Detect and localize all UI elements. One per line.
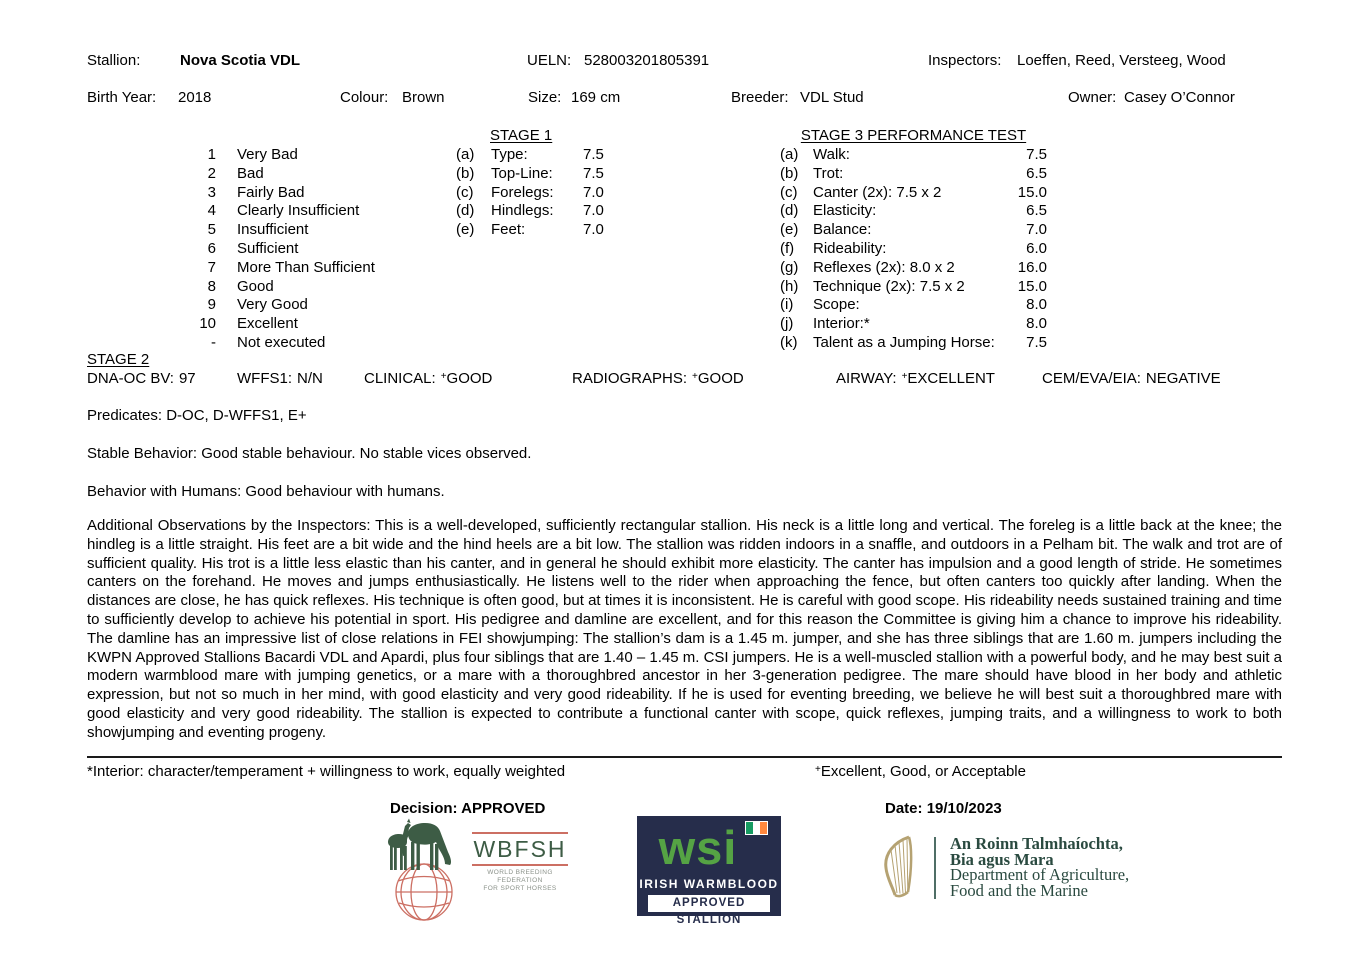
wsi-approved-badge: APPROVED STALLION (648, 895, 770, 912)
wsi-logo (637, 816, 781, 926)
scale-item: 4 Clearly Insufficient (207, 202, 360, 220)
stage3-row: (d) Elasticity: 6.5 (780, 202, 1047, 220)
footnote-divider (87, 756, 1282, 758)
agriculture-english-name: Food and the Marine (950, 880, 1088, 900)
harp-icon (878, 835, 922, 901)
decision-value: APPROVED (461, 800, 546, 817)
scale-item: - Not executed (211, 333, 326, 351)
stallion-name: Nova Scotia VDL (180, 52, 301, 69)
stage3-row: (f) Rideability: 6.0 (780, 239, 1047, 257)
stage2-title: STAGE 2 (87, 351, 150, 368)
stage3-row: (j) Interior:* 8.0 (780, 315, 1047, 333)
stage2-item: CEM/EVA/EIA: NEGATIVE (1042, 370, 1221, 387)
stage1-section (456, 127, 656, 240)
wbfsh-rule-bottom (472, 864, 568, 866)
scale-item: 5 Insufficient (207, 221, 309, 239)
wbfsh-subtitle: FOR SPORT HORSES (483, 885, 557, 892)
stage2-item: WFFS1: N/N (237, 370, 323, 387)
decision-line: Decision: APPROVED (390, 800, 546, 817)
stable-behavior-line: Stable Behavior: Good stable behaviour. No stable vices observed. (87, 445, 532, 462)
colour-label: Colour: (340, 89, 389, 106)
stage3-title: STAGE 3 PERFORMANCE TEST (800, 127, 1027, 144)
owner-value: Casey O’Connor (1124, 89, 1235, 106)
agriculture-irish-name: Bia agus Mara (950, 849, 1054, 869)
predicates-line: Predicates: D-OC, D-WFFS1, E+ (87, 407, 307, 424)
stage3-row: (e) Balance: 7.0 (780, 221, 1047, 239)
wbfsh-wordmark: WBFSH (473, 836, 567, 862)
colour-value: Brown (402, 89, 445, 106)
scale-item: 2 Bad (207, 164, 264, 182)
breeder-value: VDL Stud (800, 89, 864, 106)
wsi-title: IRISH WARMBLOOD (639, 877, 779, 891)
stallion-label: Stallion: (87, 52, 141, 69)
wbfsh-logo (378, 818, 570, 922)
stage3-row: (g) Reflexes (2x): 8.0 x 2 16.0 (780, 258, 1047, 276)
size-value: 169 cm (571, 89, 621, 106)
wsi-wordmark: wsi (658, 821, 738, 874)
agriculture-irish-name: An Roinn Talmhaíochta, (950, 834, 1123, 853)
stage3-row: (b) Trot: 6.5 (780, 164, 1047, 182)
wbfsh-horses-globe-icon (378, 818, 473, 922)
birth-year-label: Birth Year: (87, 89, 157, 106)
inspector-observations: Additional Observations by the Inspectors: This is a well-developed, sufficiently rectangular stallion. His neck is a little long and vertical. The foreleg is a little back at the knee; the hindleg is a little straight. His feet are a bit wide and the hind heels are a bit low. The stallion was ridden indoors in a snaffle, and outdoors in a Pelham bit. The walk and trot are of sufficient quality. His trot is a little less elastic than his canter, and in general he should exhibit more elasticity. The canter has impulsion and a good length of stride. He sometimes canters on the forehand. He moves and jumps enthusiastically. He listens well to the rider when approaching the fence, but often canters too quickly after landing. When the distances are close, he has quick reflexes. His technique is often good, but at times it is inconsistent. He is careful with good scope. His rideability needs sustained training and time to sufficiently develop to achieve his potential in sport. His pedigree and damline are excellent, and for this reason the Committee is giving him a chance to improve his rideability. The damline has an impressive list of close relations in FEI showjumping: The stallion’s dam is a 1.45 m. jumper, and she has three siblings that are 1.60 m. jumpers including the KWPN Approved Stallions Bacardi VDL and Apardi, plus four siblings that are 1.40 – 1.45 m. CSI jumpers. He is a well-muscled stallion with a powerful body, and he may best suit a modern warmblood mare with jumping genetics, or a mare with a thoroughbred ancestor in her 3-generation pedigree. The mare should have blood in her body and athletic expression, but not so much in her mind, with good elasticity and very good rideability. If he is used for eventing breeding, we believe he will best suit a thoroughbred mare with good elasticity and very good rideability. The stallion is expected to contribute a functional canter with scope, quick reflexes, jumping traits, and a willingness to work to both showjumping and eventing progeny. (87, 517, 1282, 741)
footnote-grades: +Excellent, Good, or Acceptable (815, 763, 1026, 780)
ueln-label: UELN: (527, 52, 572, 69)
owner-label: Owner: (1068, 89, 1117, 106)
stage1-row: (c) Forelegs: 7.0 (456, 183, 604, 201)
scale-item: 10 Excellent (199, 315, 298, 333)
agriculture-logo (878, 835, 1129, 901)
inspectors-value: Loeffen, Reed, Versteeg, Wood (1017, 52, 1226, 69)
date-value: 19/10/2023 (926, 800, 1002, 817)
inspectors-label: Inspectors: (928, 52, 1002, 69)
stage1-row: (b) Top-Line: 7.5 (456, 164, 604, 182)
scale-item: 7 More Than Sufficient (207, 258, 375, 276)
stage3-row: (h) Technique (2x): 7.5 x 2 15.0 (780, 277, 1047, 295)
stage1-row: (e) Feet: 7.0 (456, 221, 604, 239)
stage3-row: (a) Walk: 7.5 (780, 146, 1047, 163)
agriculture-divider (934, 837, 936, 899)
birth-year-value: 2018 (178, 89, 212, 106)
scale-item: 9 Very Good (207, 296, 308, 314)
footnote-interior: *Interior: character/temperament + willingness to work, equally weighted (87, 763, 566, 780)
breeder-label: Breeder: (731, 89, 789, 106)
stage3-section (780, 127, 1047, 353)
rating-scale (195, 146, 375, 353)
date-line: Date: 19/10/2023 (885, 800, 1002, 817)
behavior-with-humans-line: Behavior with Humans: Good behaviour with humans. (87, 483, 445, 500)
scale-item: 1 Very Bad (207, 146, 298, 163)
stage2-item: CLINICAL: +GOOD (364, 370, 493, 387)
stage3-row: (i) Scope: 8.0 (780, 296, 1047, 314)
size-label: Size: (528, 89, 562, 106)
wbfsh-subtitle: WORLD BREEDING FEDERATION (487, 869, 553, 884)
stage1-row: (d) Hindlegs: 7.0 (456, 202, 604, 220)
scale-item: 6 Sufficient (207, 239, 299, 257)
agriculture-english-name: Department of Agriculture, (950, 865, 1130, 885)
stage2-item: DNA-OC BV: 97 (87, 370, 196, 387)
scale-item: 3 Fairly Bad (207, 183, 305, 201)
stage1-row: (a) Type: 7.5 (456, 146, 604, 163)
stage3-row: (c) Canter (2x): 7.5 x 2 15.0 (780, 183, 1047, 201)
ueln-value: 528003201805391 (584, 52, 710, 69)
stage2-item: RADIOGRAPHS: +GOOD (572, 370, 744, 387)
scale-item: 8 Good (207, 277, 274, 295)
stage2-item: AIRWAY: +EXCELLENT (836, 370, 995, 387)
stage1-title: STAGE 1 (490, 127, 553, 144)
stage3-row: (k) Talent as a Jumping Horse: 7.5 (780, 333, 1047, 351)
